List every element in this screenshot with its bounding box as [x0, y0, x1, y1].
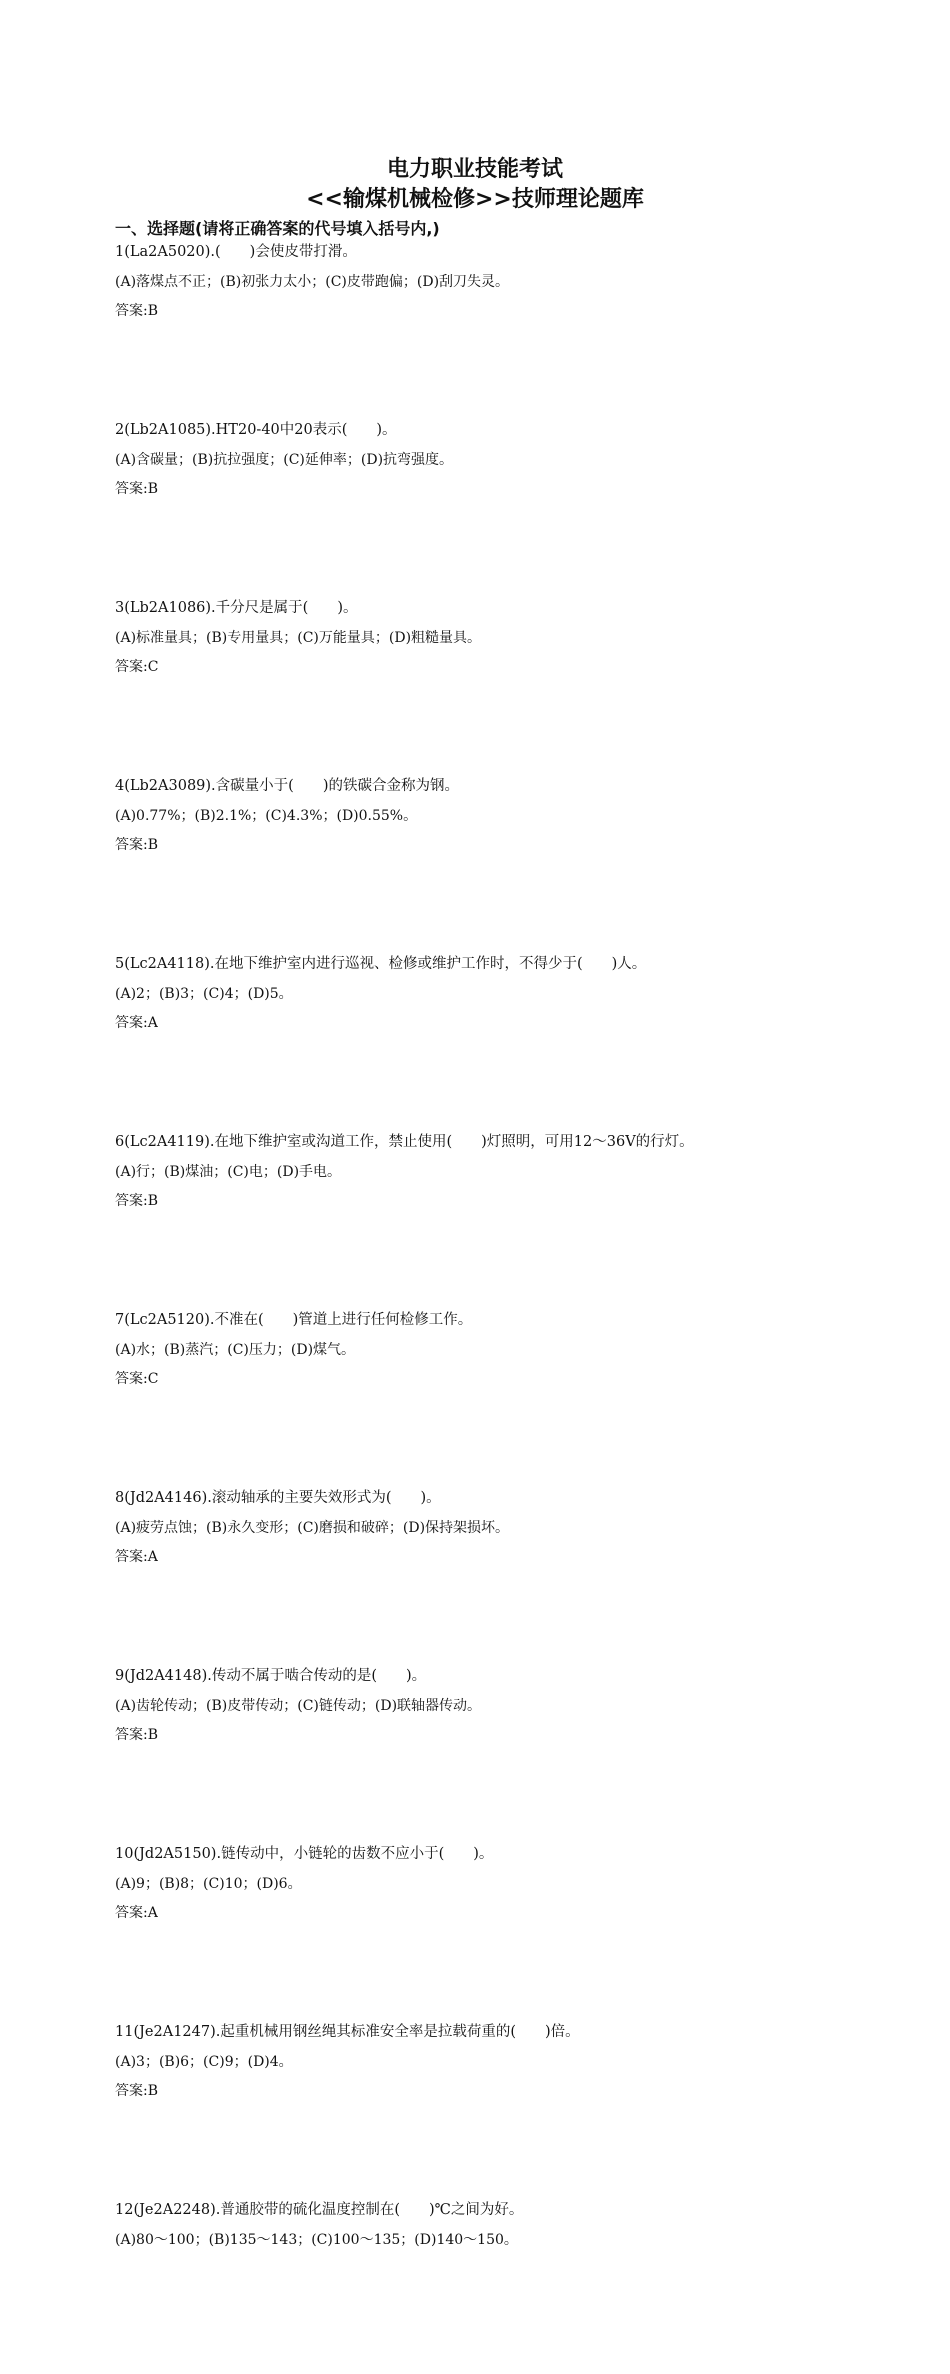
question-item — [115, 416, 915, 594]
question-stem: 4(Lb2A3089).含碳量小于( )的铁碳合金称为钢。 — [115, 778, 459, 794]
question-item — [115, 1662, 915, 1840]
question-item — [115, 2018, 915, 2196]
question-answer: 答案:A — [115, 1015, 158, 1032]
question-answer: 答案:B — [115, 303, 159, 320]
question-options: (A)3；(B)6；(C)9；(D)4。 — [115, 2053, 293, 2070]
question-item — [115, 772, 915, 950]
question-stem: 12(Je2A2248).普通胶带的硫化温度控制在( )℃之间为好。 — [115, 2202, 524, 2218]
question-answer: 答案:A — [115, 1905, 158, 1922]
question-options: (A)行；(B)煤油；(C)电；(D)手电。 — [115, 1163, 342, 1180]
question-stem: 9(Jd2A4148).传动不属于啮合传动的是( )。 — [115, 1668, 427, 1684]
question-answer: 答案:B — [115, 1193, 159, 1210]
question-answer: 答案:C — [115, 659, 159, 676]
question-options: (A)含碳量；(B)抗拉强度；(C)延伸率；(D)抗弯强度。 — [115, 451, 454, 468]
question-options: (A)水；(B)蒸汽；(C)压力；(D)煤气。 — [115, 1341, 356, 1358]
question-list — [115, 238, 915, 2374]
question-answer: 答案:B — [115, 2083, 159, 2100]
question-options: (A)标准量具；(B)专用量具；(C)万能量具；(D)粗糙量具。 — [115, 629, 482, 646]
question-item — [115, 2196, 915, 2374]
question-options: (A)2；(B)3；(C)4；(D)5。 — [115, 985, 293, 1002]
question-item — [115, 1484, 915, 1662]
section-heading: 一、选择题(请将正确答案的代号填入括号内,) — [115, 219, 440, 238]
document-subtitle: <<输煤机械检修>>技师理论题库 — [306, 187, 644, 212]
question-answer: 答案:A — [115, 1549, 158, 1566]
question-item — [115, 238, 915, 416]
question-item — [115, 1306, 915, 1484]
question-answer: 答案:B — [115, 1727, 159, 1744]
question-stem: 1(La2A5020).( )会使皮带打滑。 — [115, 244, 357, 260]
question-answer: 答案:B — [115, 837, 159, 854]
question-item — [115, 950, 915, 1128]
question-answer: 答案:B — [115, 481, 159, 498]
question-stem: 2(Lb2A1085).HT20-40中20表示( )。 — [115, 422, 397, 438]
question-options: (A)9；(B)8；(C)10；(D)6。 — [115, 1875, 302, 1892]
question-stem: 6(Lc2A4119).在地下维护室或沟道工作，禁止使用( )灯照明，可用12～36V的行灯。 — [115, 1134, 694, 1150]
question-stem: 3(Lb2A1086).千分尺是属于( )。 — [115, 600, 358, 616]
question-item — [115, 1840, 915, 2018]
question-item — [115, 1128, 915, 1306]
question-item — [115, 594, 915, 772]
question-stem: 10(Jd2A5150).链传动中，小链轮的齿数不应小于( )。 — [115, 1846, 494, 1862]
question-options: (A)0.77%；(B)2.1%；(C)4.3%；(D)0.55%。 — [115, 807, 418, 824]
document-title: 电力职业技能考试 — [386, 157, 563, 182]
question-stem: 5(Lc2A4118).在地下维护室内进行巡视、检修或维护工作时，不得少于( )人。 — [115, 956, 647, 972]
question-options: (A)齿轮传动；(B)皮带传动；(C)链传动；(D)联轴器传动。 — [115, 1697, 482, 1714]
question-answer: 答案:C — [115, 1371, 159, 1388]
question-options: (A)落煤点不正；(B)初张力太小；(C)皮带跑偏；(D)刮刀失灵。 — [115, 273, 510, 290]
question-options: (A)80～100；(B)135～143；(C)100～135；(D)140～150。 — [115, 2231, 518, 2248]
question-stem: 8(Jd2A4146).滚动轴承的主要失效形式为( )。 — [115, 1490, 441, 1506]
question-stem: 11(Je2A1247).起重机械用钢丝绳其标准安全率是拉载荷重的( )倍。 — [115, 2024, 580, 2040]
question-stem: 7(Lc2A5120).不准在( )管道上进行任何检修工作。 — [115, 1312, 473, 1328]
question-options: (A)疲劳点蚀；(B)永久变形；(C)磨损和破碎；(D)保持架损坏。 — [115, 1519, 510, 1536]
